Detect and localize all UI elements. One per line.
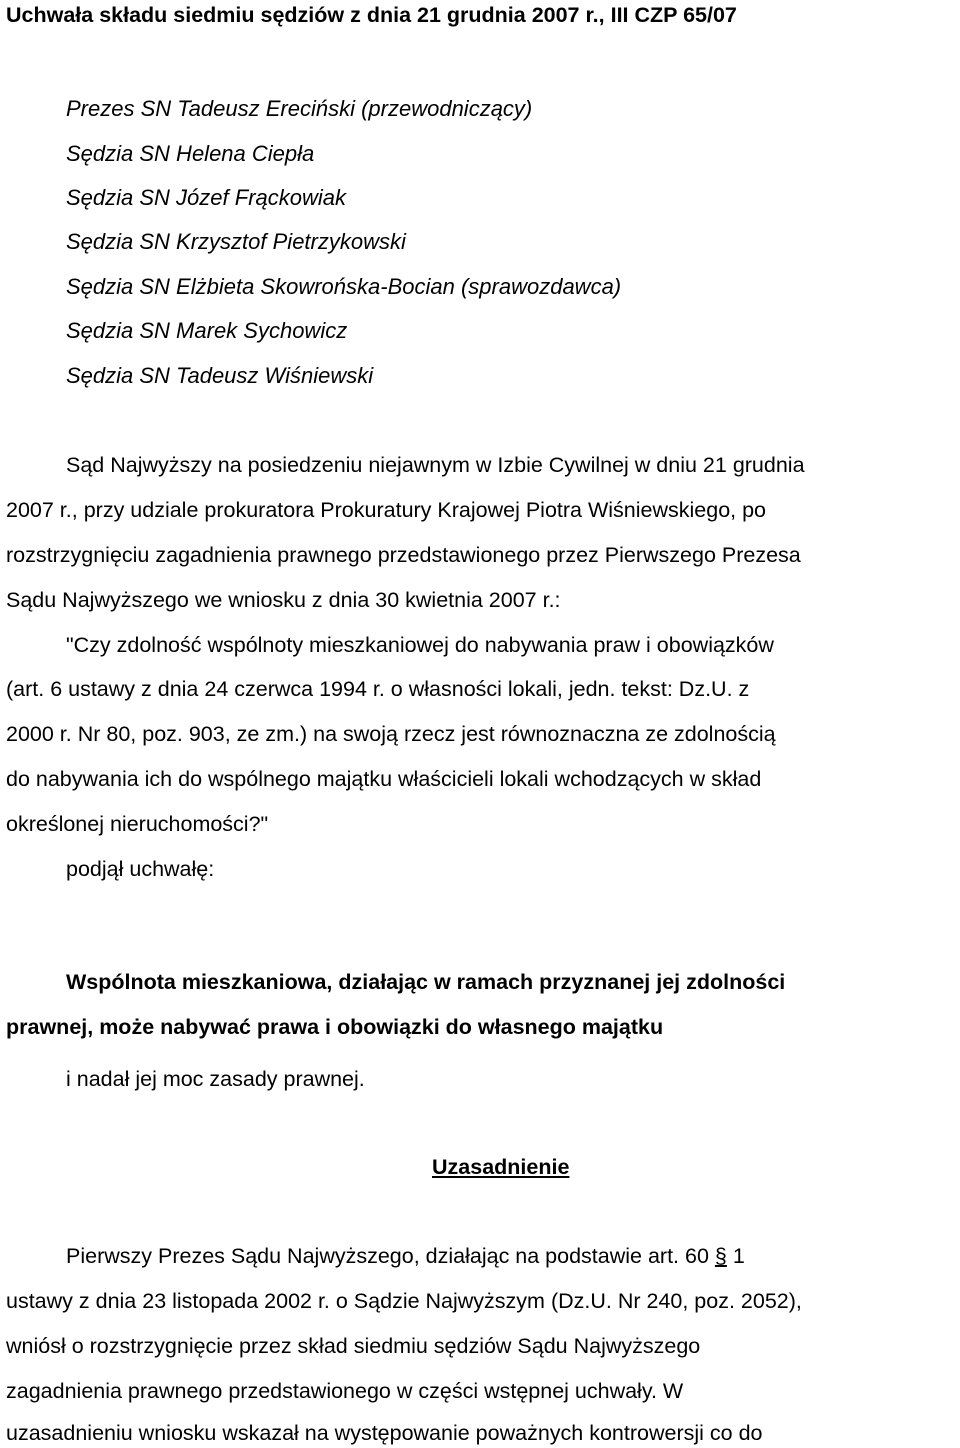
document-title: Uchwała składu siedmiu sędziów z dnia 21 grudnia 2007 r., III CZP 65/07	[6, 3, 737, 27]
text-line: zagadnienia prawnego przedstawionego w części wstępnej uchwały. W	[6, 1379, 684, 1403]
resolution-intro: podjął uchwałę:	[66, 857, 215, 881]
text-line: prawnej, może nabywać prawa i obowiązki do własnego majątku	[6, 1015, 664, 1039]
text-segment: 1	[726, 1244, 745, 1268]
judge-item: Sędzia SN Elżbieta Skowrońska-Bocian (sprawozdawca)	[66, 274, 622, 299]
judge-item: Sędzia SN Marek Sychowicz	[66, 318, 348, 343]
judge-item: Prezes SN Tadeusz Ereciński (przewodniczący)	[66, 96, 533, 121]
text-line: ustawy z dnia 23 listopada 2002 r. o Sądzie Najwyższym (Dz.U. Nr 240, poz. 2052),	[6, 1289, 802, 1313]
text-line: Wspólnota mieszkaniowa, działając w ramach przyznanej jej zdolności	[66, 970, 786, 994]
text-segment: Pierwszy Prezes Sądu Najwyższego, działając na podstawie art. 60	[66, 1244, 715, 1268]
text-line: "Czy zdolność wspólnoty mieszkaniowej do nabywania praw i obowiązków	[66, 633, 774, 657]
text-line: wniósł o rozstrzygnięcie przez skład siedmiu sędziów Sądu Najwyższego	[6, 1334, 701, 1358]
section-sign: §	[714, 1244, 727, 1268]
text-line	[66, 1243, 745, 1269]
judge-item: Sędzia SN Helena Ciepła	[66, 141, 315, 166]
text-line: (art. 6 ustawy z dnia 24 czerwca 1994 r. o własności lokali, jedn. tekst: Dz.U. z	[6, 677, 750, 701]
text-line: 2007 r., przy udziale prokuratora Prokuratury Krajowej Piotra Wiśniewskiego, po	[6, 498, 767, 522]
judge-item: Sędzia SN Józef Frąckowiak	[66, 185, 346, 210]
text-line: określonej nieruchomości?"	[6, 812, 269, 836]
text-line: rozstrzygnięciu zagadnienia prawnego przedstawionego przez Pierwszego Prezesa	[6, 543, 801, 567]
judge-item: Sędzia SN Tadeusz Wiśniewski	[66, 363, 374, 388]
text-line: uzasadnieniu wniosku wskazał na występowanie poważnych kontrowersji co do	[6, 1421, 763, 1445]
text-line: Sąd Najwyższy na posiedzeniu niejawnym w Izbie Cywilnej w dniu 21 grudnia	[66, 453, 805, 477]
text-line: 2000 r. Nr 80, poz. 903, ze zm.) na swoją rzecz jest równoznaczna ze zdolnością	[6, 722, 776, 746]
text-line: Sądu Najwyższego we wniosku z dnia 30 kwietnia 2007 r.:	[6, 588, 561, 612]
legal-force-line: i nadał jej moc zasady prawnej.	[66, 1067, 365, 1091]
justification-heading: Uzasadnienie	[432, 1155, 570, 1179]
judge-item: Sędzia SN Krzysztof Pietrzykowski	[66, 229, 406, 254]
text-line: do nabywania ich do wspólnego majątku właścicieli lokali wchodzących w skład	[6, 767, 762, 791]
